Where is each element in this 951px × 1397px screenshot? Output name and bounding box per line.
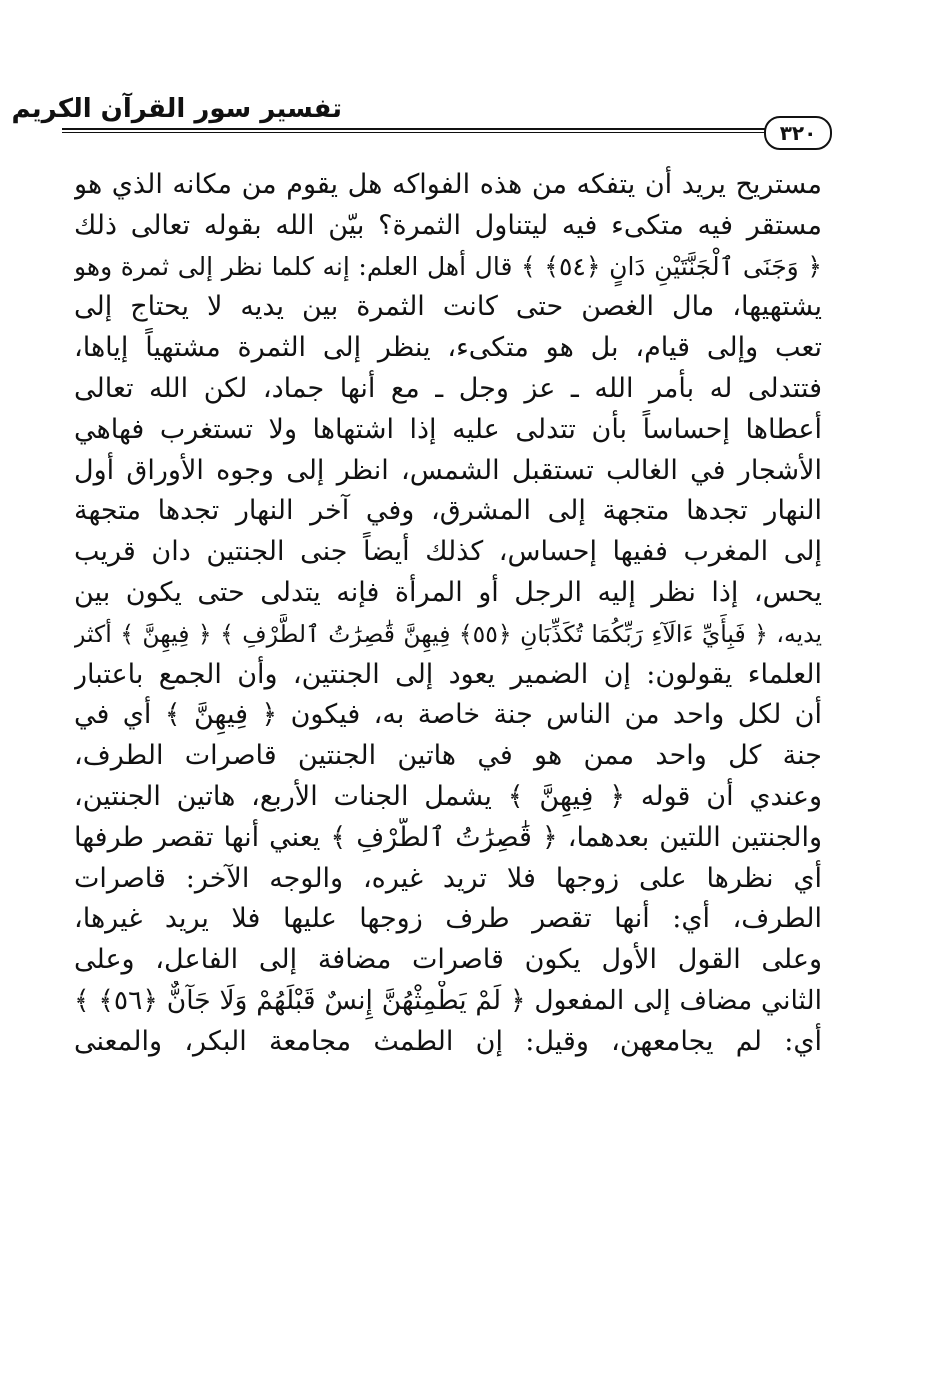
text-line: يديه، ﴿ فَبِأَيِّ ءَالَآءِ رَبِّكُمَا تُكَذِّبَانِ ﴿٥٥﴾ فِيهِنَّ قَٰصِرَٰتُ ٱلطَّرْفِ ﴾ ﴿ فِيهِنَّ ﴾ أكثر bbox=[74, 619, 822, 648]
header-rule bbox=[62, 128, 772, 130]
text-line: تعب وإلى قيام، بل هو متكىء، ينظر إلى الثمرة مشتهياً إياها، bbox=[74, 332, 822, 364]
text-line: وعلى القول الأول يكون قاصرات مضافة إلى الفاعل، وعلى bbox=[74, 944, 822, 976]
page-number-badge: ٣٢٠ bbox=[764, 116, 832, 150]
text-line: يشتهيها، مال الغصن حتى كانت الثمرة بين يديه لا يحتاج إلى bbox=[74, 291, 822, 323]
text-line: مستقر فيه متكىء فيه ليتناول الثمرة؟ بيّن الله بقوله تعالى ذلك bbox=[74, 209, 822, 241]
text-line: النهار تجدها متجهة إلى المشرق، وفي آخر النهار تجدها متجهة bbox=[74, 495, 822, 527]
body-text bbox=[74, 165, 822, 1063]
text-line: العلماء يقولون: إن الضمير يعود إلى الجنتين، وأن الجمع باعتبار bbox=[74, 658, 822, 690]
text-line: أي: لم يجامعهن، وقيل: إن الطمث مجامعة البكر، والمعنى bbox=[74, 1025, 822, 1057]
text-line: أي نظرها على زوجها فلا تريد غيره، والوجه الآخر: قاصرات bbox=[74, 862, 822, 894]
text-line: يحس، إذا نظر إليه الرجل أو المرأة فإنه يتدلى حتى يكون بين bbox=[74, 576, 822, 608]
text-line: أعطاها إحساساً بأن تتدلى عليه إذا اشتهاها ولا تستغرب فهاهي bbox=[74, 413, 822, 445]
text-line: إلى المغرب ففيها إحساس، كذلك أيضاً جنى الجنتين دان قريب bbox=[74, 536, 822, 568]
running-header-title: تفسير سور القرآن الكريم bbox=[11, 94, 342, 124]
header-rule-thin bbox=[62, 132, 772, 133]
page-header bbox=[11, 94, 832, 145]
text-line: والجنتين اللتين بعدهما، ﴿ قَٰصِرَٰتُ ٱلطَّرْفِ ﴾ يعني أنها تقصر طرفها bbox=[74, 821, 822, 853]
text-line: ﴿ وَجَنَى ٱلْجَنَّتَيْنِ دَانٍ ﴿٥٤﴾ ﴾ قال أهل العلم: إنه كلما نظر إلى ثمرة وهو bbox=[74, 251, 822, 281]
text-line: وعندي أن قوله ﴿ فِيهِنَّ ﴾ يشمل الجنات الأربع، هاتين الجنتين، bbox=[74, 780, 822, 812]
text-line: الطرف، أي: أنها تقصر طرف زوجها عليها فلا يريد غيرها، bbox=[74, 903, 822, 935]
text-line: جنة كل واحد ممن هو في هاتين الجنتين قاصرات الطرف، bbox=[74, 740, 822, 772]
text-line: فتتدلى له بأمر الله ـ عز وجل ـ مع أنها جماد، لكن الله تعالى bbox=[74, 372, 822, 404]
text-line: مستريح يريد أن يتفكه من هذه الفواكه هل يقوم من مكانه الذي هو bbox=[74, 169, 822, 200]
text-line: الأشجار في الغالب تستقبل الشمس، انظر إلى وجوه الأوراق أول bbox=[74, 454, 822, 486]
text-line: الثاني مضاف إلى المفعول ﴿ لَمْ يَطْمِثْهُنَّ إِنسٌ قَبْلَهُمْ وَلَا جَآنٌّ ﴿٥٦﴾ ﴾ bbox=[74, 984, 822, 1016]
text-line: أن لكل واحد من الناس جنة خاصة به، فيكون ﴿ فِيهِنَّ ﴾ أي في bbox=[74, 699, 822, 731]
